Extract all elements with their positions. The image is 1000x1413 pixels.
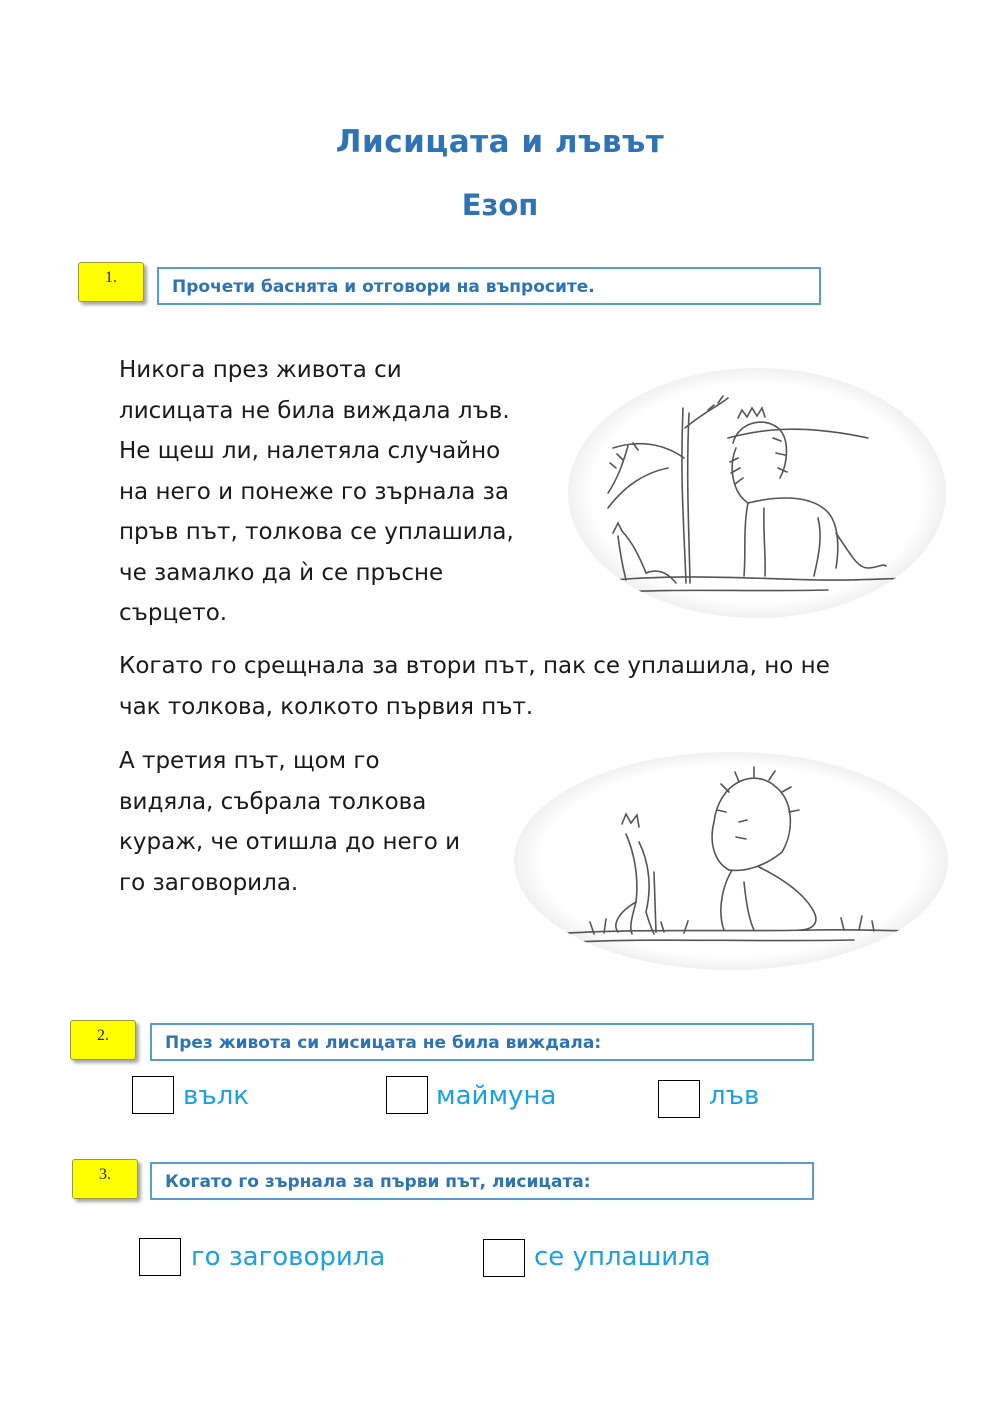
author-name: Езоп <box>461 188 539 222</box>
lion-tree-drawing-icon <box>568 368 946 618</box>
story-line: пръв път, толкова се уплашила, <box>119 519 514 545</box>
task-1-instruction: Прочети баснята и отговори на въпросите. <box>157 267 821 305</box>
story-line: лисицата не била виждала лъв. <box>119 397 510 424</box>
answer-checkbox-uplashila[interactable] <box>483 1239 525 1277</box>
lion-and-fox-illustration-1 <box>568 368 946 618</box>
answer-checkbox-maymuna[interactable] <box>386 1076 428 1114</box>
story-paragraph-3 <box>119 741 460 903</box>
story-line: Когато го срещнала за втори път, пак се уплашила, но не <box>119 653 830 679</box>
answer-option-label: вълк <box>183 1081 250 1111</box>
story-line: сърцето. <box>119 600 228 626</box>
answer-option-label: маймуна <box>436 1081 557 1111</box>
answer-option-label: лъв <box>709 1081 760 1111</box>
story-line: кураж, че отишла до него и <box>119 829 461 855</box>
answer-option-label: се уплашила <box>534 1242 711 1272</box>
answer-checkbox-volk[interactable] <box>132 1076 174 1114</box>
story-line: Не щеш ли, налетяла случайно <box>119 438 501 464</box>
story-line: Никога през живота си <box>119 357 402 383</box>
story-line: видяла, събрала толкова <box>119 788 427 815</box>
answer-option-label: го заговорила <box>191 1242 386 1272</box>
lion-sitting-drawing-icon <box>514 752 948 970</box>
task-3-question: Когато го зърнала за първи път, лисицата: <box>150 1162 814 1200</box>
story-line: чак толкова, колкото първия път. <box>119 693 534 720</box>
task-number-badge: 3. <box>72 1159 138 1199</box>
task-2-question: През живота си лисицата не била виждала: <box>150 1023 814 1061</box>
story-paragraph-1 <box>119 350 514 634</box>
answer-checkbox-zagovorila[interactable] <box>139 1238 181 1276</box>
story-line: на него и понеже го зърнала за <box>119 478 509 505</box>
story-paragraph-2 <box>119 646 830 727</box>
page-title: Лисицата и лъвът <box>335 124 665 160</box>
lion-and-fox-illustration-2 <box>514 752 948 970</box>
task-number-badge: 1. <box>78 262 144 302</box>
story-line: го заговорила. <box>119 869 299 896</box>
task-number-badge: 2. <box>70 1020 136 1060</box>
story-line: А третия път, щом го <box>119 748 380 774</box>
story-line: че замалко да ѝ се пръсне <box>119 559 444 586</box>
answer-checkbox-lav[interactable] <box>658 1080 700 1118</box>
